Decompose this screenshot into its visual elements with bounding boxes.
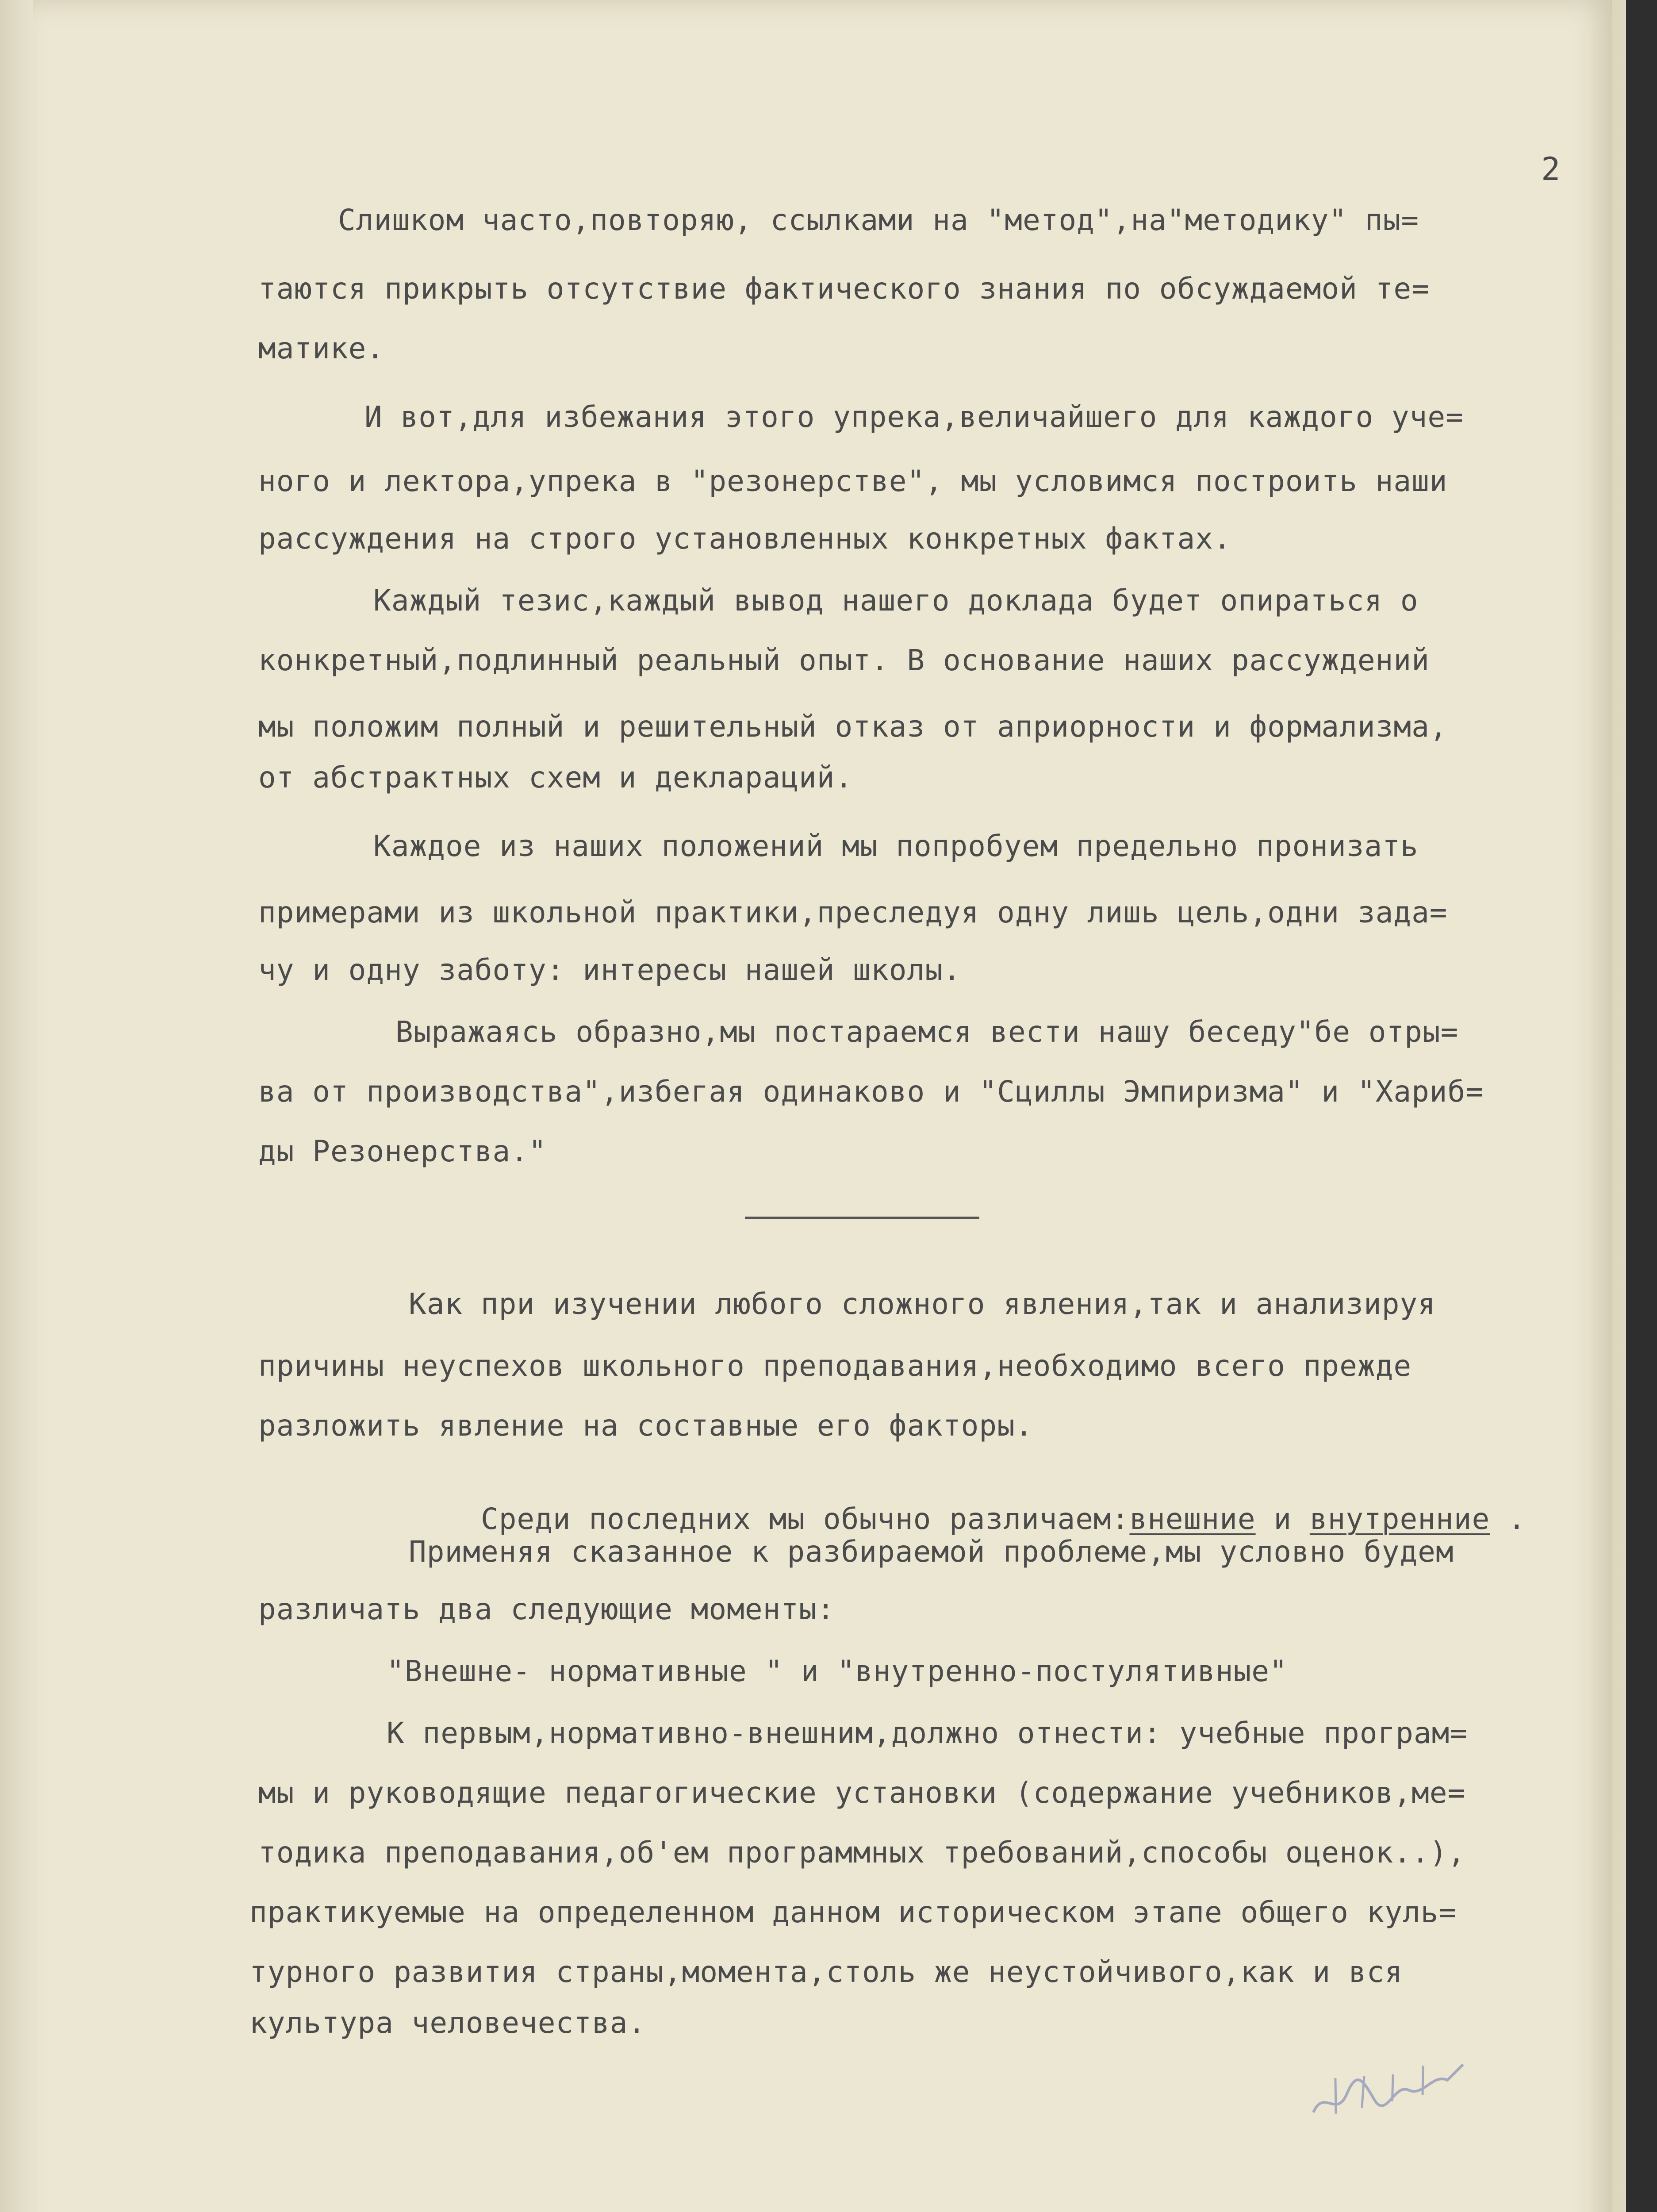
text-line: причины неуспехов школьного преподавания,необходимо всего прежде: [258, 1349, 1412, 1383]
text-line: тодика преподавания,об'ем программных требований,способы оценок..),: [258, 1836, 1466, 1870]
text-line: К первым,нормативно-внешним,должно отнести: учебные програм=: [387, 1716, 1468, 1750]
text-line: Применяя сказанное к разбираемой проблеме,мы условно будем: [409, 1535, 1454, 1569]
underlined-term: внешние: [1129, 1502, 1256, 1536]
text-line: конкретный,подлинный реальный опыт. В основание наших рассуждений: [258, 643, 1430, 677]
text-line: от абстрактных схем и деклараций.: [258, 760, 853, 795]
text-line: ного и лектора,упрека в "резонерстве", мы условимся построить наши: [258, 464, 1448, 498]
underlined-term: внутренние: [1309, 1502, 1490, 1536]
text-line: Каждый тезис,каждый вывод нашего доклада будет опираться о: [373, 584, 1419, 618]
text-line: мы положим полный и решительный отказ от априорности и формализма,: [258, 710, 1448, 744]
text-line: различать два следующие моменты:: [258, 1592, 835, 1626]
text-line: Слишком часто,повторяю, ссылками на "метод",на"методику" пы=: [338, 203, 1419, 237]
text-segment: и: [1273, 1502, 1292, 1536]
text-line: практикуемые на определенном данном историческом этапе общего куль=: [249, 1895, 1457, 1929]
text-segment: .: [1507, 1502, 1526, 1536]
text-line: Как при изучении любого сложного явления,так и анализируя: [409, 1287, 1436, 1321]
text-line: рассуждения на строго установленных конкретных фактах.: [258, 522, 1231, 556]
text-line: "Внешне- нормативные " и "внутренно-постулятивные": [387, 1654, 1288, 1688]
text-line: примерами из школьной практики,преследуя одну лишь цель,одни зада=: [258, 895, 1448, 929]
text-line: культура человечества.: [249, 2006, 646, 2040]
text-line: таются прикрыть отсутствие фактического знания по обсуждаемой те=: [258, 272, 1430, 306]
text-line: ва от производства",избегая одинаково и "Сциллы Эмпиризма" и "Хариб=: [258, 1075, 1484, 1109]
section-divider: [745, 1217, 979, 1219]
text-segment: Среди последних мы обычно различаем:: [480, 1502, 1130, 1536]
binding-edge: [0, 0, 33, 2212]
text-line: чу и одну заботу: интересы нашей школы.: [258, 953, 961, 987]
text-line: матике.: [258, 331, 385, 365]
pencil-archive-mark: [1304, 2050, 1478, 2131]
text-line: турного развития страны,момента,столь же неустойчивого,как и вся: [249, 1955, 1403, 1989]
text-line: ды Резонерства.": [258, 1134, 547, 1168]
text-line: Выражаясь образно,мы постараемся вести нашу беседу"бе отры=: [395, 1015, 1459, 1049]
scan-right-backdrop: [1626, 0, 1657, 2212]
page-number: 2: [1541, 150, 1561, 188]
text-line: мы и руководящие педагогические установки (содержание учебников,ме=: [258, 1776, 1466, 1810]
typewritten-page: [33, 0, 1612, 2212]
text-line: разложить явление на составные его факторы.: [258, 1409, 1033, 1443]
text-line: И вот,для избежания этого упрека,величайшего для каждого уче=: [364, 400, 1464, 434]
text-line: Каждое из наших положений мы попробуем предельно пронизать: [373, 829, 1419, 863]
